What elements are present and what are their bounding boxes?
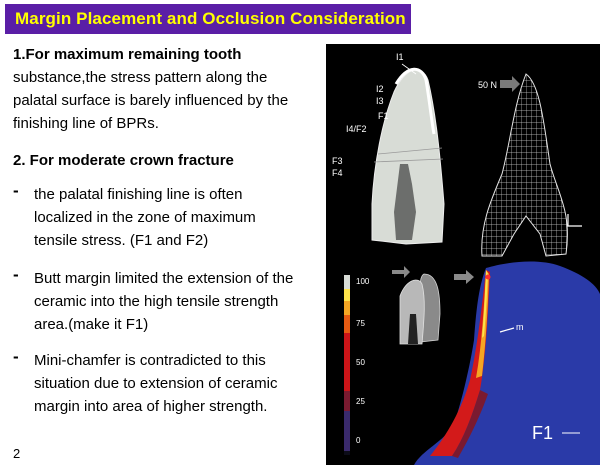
section2-heading: 2. For moderate crown fracture	[13, 152, 234, 169]
section1-line-4: finishing line of BPRs.	[13, 115, 159, 132]
section1-line-2: substance,the stress pattern along the	[13, 69, 268, 86]
mesh-model	[482, 74, 568, 256]
label-i3: I3	[376, 96, 384, 106]
scale-25: 25	[356, 397, 365, 406]
scale-0: 0	[356, 436, 361, 445]
scale-labels	[356, 277, 370, 445]
bullet3-line-2: situation due to extension of ceramic	[34, 375, 278, 392]
label-f1: F1	[378, 111, 389, 121]
force-indicator	[478, 76, 520, 92]
m-label: m	[516, 322, 524, 332]
section1-line-3: palatal surface is barely influenced by the	[13, 92, 289, 109]
bullet3-line-1: Mini-chamfer is contradicted to this	[34, 352, 266, 369]
force-label: 50 N	[478, 80, 498, 90]
label-i4-f2: I4/F2	[346, 124, 367, 134]
bullet1-line-1: the palatal finishing line is often	[34, 186, 243, 203]
bullet-dash-1: -	[13, 181, 19, 200]
stress-map-label: F1	[532, 423, 554, 443]
inset-tooth-diagram	[392, 266, 440, 344]
label-i2: I2	[376, 84, 384, 94]
scale-100: 100	[356, 277, 370, 286]
fea-figure-svg	[326, 44, 600, 465]
label-f3: F3	[332, 156, 343, 166]
bullet2-line-3: area.(make it F1)	[34, 316, 149, 333]
page-number: 2	[13, 446, 21, 461]
stress-contour-map	[414, 262, 600, 465]
bullet1-line-3: tensile stress. (F1 and F2)	[34, 232, 209, 249]
stress-color-scale	[344, 275, 350, 455]
bullet-dash-2: -	[13, 265, 19, 284]
bullet1-line-2: localized in the zone of maximum	[34, 209, 256, 226]
bullet-dash-3: -	[13, 347, 19, 366]
label-i1: I1	[396, 52, 404, 62]
bullet2-line-1: Butt margin limited the extension of the	[34, 270, 294, 287]
scale-50: 50	[356, 358, 365, 367]
scale-75: 75	[356, 319, 365, 328]
section1-line-1: 1.For maximum remaining tooth	[13, 46, 242, 63]
bullet3-line-3: margin into area of higher strength.	[34, 398, 268, 415]
slide-title: Margin Placement and Occlusion Consideration	[15, 9, 406, 28]
bullet2-line-2: ceramic into the high tensile strength	[34, 293, 279, 310]
title-banner	[5, 4, 411, 34]
label-f4: F4	[332, 168, 343, 178]
fea-figure	[326, 44, 600, 465]
